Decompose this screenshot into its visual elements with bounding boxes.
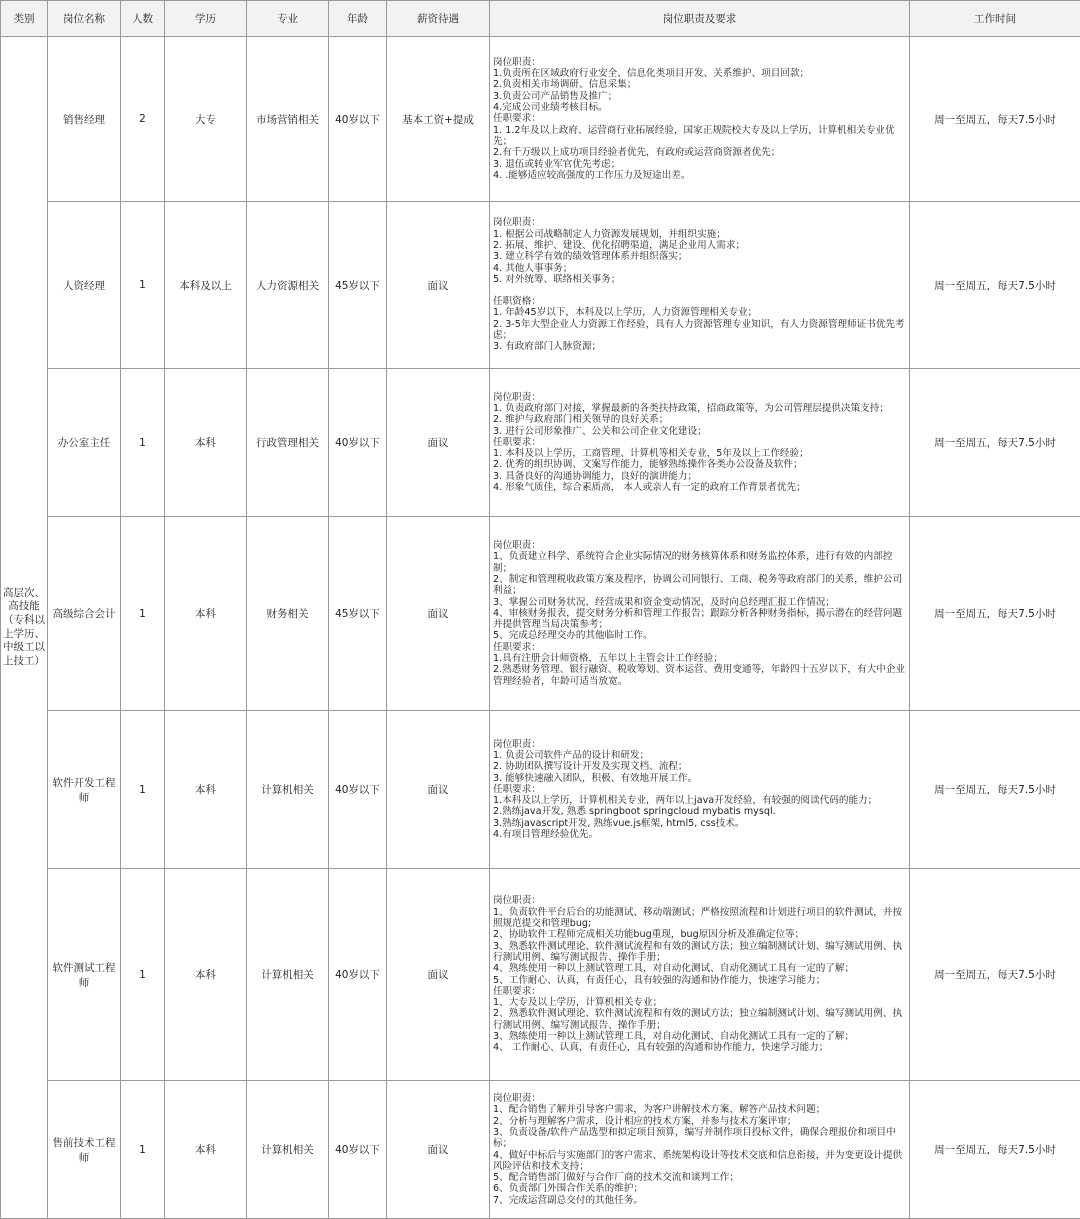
age: 45岁以下 [329,517,387,711]
duty-line: 1.本科及以上学历，计算机相关专业，两年以上java开发经验，有较强的阅读代码的能力； [493,795,906,806]
education: 本科 [165,369,247,517]
duty-line: 4. 其他人事事务； [493,263,906,274]
table-row [1,711,1080,869]
table-row [1,1081,1080,1219]
duty-line: 5、配合销售部门做好与合作厂商的技术交流和谈判工作； [493,1172,906,1183]
duty-line: 2.负责相关市场调研、信息采集； [493,79,906,90]
salary: 面议 [387,711,490,869]
education: 本科及以上 [165,202,247,369]
duty-line: 3. 有政府部门人脉资源； [493,341,906,352]
header-education: 学历 [165,1,247,37]
header-category: 类别 [1,1,48,37]
duties-cell [490,369,910,517]
duty-line: 1.负责所在区域政府行业安全、信息化类项目开发、关系维护、项目回款； [493,68,906,79]
duty-line: 2. 维护与政府部门相关领导的良好关系； [493,414,906,425]
duty-line: 岗位职责： [493,57,906,68]
duty-line: 1. 本科及以上学历，工商管理、计算机等相关专业，5年及以上工作经验； [493,448,906,459]
duty-line: 2、协助软件工程师完成相关功能bug重现，bug原因分析及准确定位等； [493,929,906,940]
position-title: 软件开发工程师 [48,711,121,869]
duty-line: 3、熟练使用一种以上测试管理工具，对自动化测试、自动化测试工具有一定的了解； [493,1031,906,1042]
duty-line: 1、负责软件平台后台的功能测试、移动端测试；严格按照流程和计划进行项目的软件测试，并按照规范提交和管理bug; [493,907,906,930]
duty-line: 1、配合销售了解并引导客户需求，为客户讲解技术方案、解答产品技术问题； [493,1104,906,1115]
education: 大专 [165,37,247,202]
header-position: 岗位名称 [48,1,121,37]
table-row [1,517,1080,711]
duty-line: 5、工作耐心、认真，有责任心，具有较强的沟通和协作能力，快速学习能力； [493,975,906,986]
duty-line: 7、完成运营副总交付的其他任务。 [493,1195,906,1206]
education: 本科 [165,711,247,869]
duty-line: 1. 根据公司战略制定人力资源发展规划，并组织实施； [493,229,906,240]
duty-line [493,285,906,296]
salary: 面议 [387,369,490,517]
headcount: 1 [121,369,165,517]
duty-line: 2.有千万级以上成功项目经验者优先，有政府或运营商资源者优先； [493,147,906,158]
headcount: 1 [121,869,165,1081]
duty-line: 6、负责部门外围合作关系的维护； [493,1183,906,1194]
salary: 基本工资+提成 [387,37,490,202]
duties-cell [490,1081,910,1219]
duties-cell [490,37,910,202]
age: 40岁以下 [329,37,387,202]
duty-line: 3. 退伍或转业军官优先考虑； [493,159,906,170]
table-row [1,37,1080,202]
education: 本科 [165,869,247,1081]
table-row [1,202,1080,369]
duty-line: 3. 能够快速融入团队，积极、有效地开展工作。 [493,773,906,784]
duty-line: 任职要求： [493,986,906,997]
duty-line: 3.熟练javascript开发, 熟练vue.js框架, html5, css技术。 [493,818,906,829]
duty-line: 2. 优秀的组织协调、文案写作能力，能够熟练操作各类办公设备及软件； [493,459,906,470]
headcount: 1 [121,202,165,369]
duty-line: 任职要求： [493,113,906,124]
duty-line: 1、负责建立科学、系统符合企业实际情况的财务核算体系和财务监控体系，进行有效的内部控制； [493,551,906,574]
salary: 面议 [387,202,490,369]
major: 行政管理相关 [247,369,329,517]
age: 40岁以下 [329,869,387,1081]
duty-line: 1、大专及以上学历，计算机相关专业； [493,997,906,1008]
table-row [1,869,1080,1081]
duty-line: 岗位职责： [493,1093,906,1104]
age: 40岁以下 [329,711,387,869]
duty-line: 2. 拓展、维护、建设、优化招聘渠道，满足企业用人需求； [493,240,906,251]
work-time: 周一至周五，每天7.5小时 [910,1081,1080,1219]
duty-line: 2. 3-5年大型企业人力资源工作经验，具有人力资源管理专业知识，有人力资源管理师证书优先考虑； [493,319,906,342]
table-row [1,369,1080,517]
duty-line: 4、审核财务报表，提交财务分析和管理工作报告；跟踪分析各种财务指标，揭示潜在的经营问题并提供管理当局决策参考； [493,608,906,631]
salary: 面议 [387,869,490,1081]
duty-line: 4、熟练使用一种以上测试管理工具，对自动化测试、自动化测试工具有一定的了解； [493,963,906,974]
age: 40岁以下 [329,1081,387,1219]
duty-line: 1. 1.2年及以上政府、运营商行业拓展经验，国家正规院校大专及以上学历，计算机相关专业优先； [493,125,906,148]
duty-line: 1. 负责政府部门对接，掌握最新的各类扶持政策，招商政策等，为公司管理层提供决策支持； [493,403,906,414]
duty-line: 5、完成总经理交办的其他临时工作。 [493,630,906,641]
major: 计算机相关 [247,869,329,1081]
header-count: 人数 [121,1,165,37]
duty-line: 2、分析与理解客户需求，设计相应的技术方案，并参与技术方案评审； [493,1116,906,1127]
duty-line: 任职要求： [493,784,906,795]
duties-cell [490,517,910,711]
position-title: 高级综合会计 [48,517,121,711]
duty-line: 2.熟悉财务管理、银行融资、税收筹划、资本运营、费用变通等，年龄四十五岁以下，有大中企业管理经验者，年龄可适当放宽。 [493,664,906,687]
duty-line: 岗位职责： [493,392,906,403]
age: 45岁以下 [329,202,387,369]
major: 计算机相关 [247,711,329,869]
table-header-row [1,1,1080,37]
duty-line: 3、负责设备/软件产品选型和拟定项目预算，编写并制作项目投标文件，确保合理报价和项目中标； [493,1127,906,1150]
duty-line: 4.有项目管理经验优先。 [493,829,906,840]
position-title: 办公室主任 [48,369,121,517]
duty-line: 4. 形象气质佳，综合素质高， 本人或亲人有一定的政府工作背景者优先； [493,482,906,493]
duty-line: 岗位职责： [493,739,906,750]
header-duties: 岗位职责及要求 [490,1,910,37]
major: 财务相关 [247,517,329,711]
duty-line: 4.完成公司业绩考核目标。 [493,102,906,113]
header-salary: 薪资待遇 [387,1,490,37]
headcount: 1 [121,517,165,711]
duty-line: 岗位职责： [493,540,906,551]
header-age: 年龄 [329,1,387,37]
education: 本科 [165,517,247,711]
duties-cell [490,711,910,869]
duty-line: 3. 进行公司形象推广、公关和公司企业文化建设； [493,426,906,437]
work-time: 周一至周五，每天7.5小时 [910,869,1080,1081]
duty-line: 2.熟练java开发, 熟悉 springboot springcloud mybatis mysql. [493,806,906,817]
duty-line: 岗位职责： [493,217,906,228]
salary: 面议 [387,1081,490,1219]
work-time: 周一至周五，每天7.5小时 [910,37,1080,202]
duty-line: 3、掌握公司财务状况、经营成果和资金变动情况，及时向总经理汇报工作情况； [493,597,906,608]
duty-line: 3. 具备良好的沟通协调能力，良好的演讲能力； [493,471,906,482]
duty-line: 5. 对外统筹、联络相关事务； [493,274,906,285]
duty-line: 1. 年龄45岁以下，本科及以上学历，人力资源管理相关专业； [493,307,906,318]
headcount: 1 [121,711,165,869]
position-title: 人资经理 [48,202,121,369]
position-title: 软件测试工程师 [48,869,121,1081]
headcount: 2 [121,37,165,202]
duty-line: 任职资格： [493,296,906,307]
work-time: 周一至周五，每天7.5小时 [910,517,1080,711]
duty-line: 3.负责公司产品销售及推广； [493,91,906,102]
duty-line: 2、熟悉软件测试理论、软件测试流程和有效的测试方法；独立编制测试计划、编写测试用例、执行测试用例、编写测试报告、操作手册； [493,1008,906,1031]
duty-line: 1.具有注册会计师资格，五年以上主管会计工作经验； [493,653,906,664]
work-time: 周一至周五，每天7.5小时 [910,369,1080,517]
header-work-time: 工作时间 [910,1,1080,37]
duty-line: 4、 工作耐心、认真，有责任心，具有较强的沟通和协作能力，快速学习能力； [493,1042,906,1053]
duty-line: 任职要求： [493,642,906,653]
position-title: 售前技术工程师 [48,1081,121,1219]
duty-line: 4. .能够适应较高强度的工作压力及短途出差。 [493,170,906,181]
duty-line: 2、制定和管理税收政策方案及程序，协调公司同银行、工商、税务等政府部门的关系，维护公司利益； [493,574,906,597]
duties-cell [490,869,910,1081]
duty-line: 3. 建立科学有效的绩效管理体系并组织落实； [493,251,906,262]
duties-cell [490,202,910,369]
age: 40岁以下 [329,369,387,517]
work-time: 周一至周五，每天7.5小时 [910,711,1080,869]
major: 人力资源相关 [247,202,329,369]
duty-line: 3、熟悉软件测试理论、软件测试流程和有效的测试方法；独立编制测试计划、编写测试用例、执行测试用例、编写测试报告、操作手册； [493,941,906,964]
duty-line: 岗位职责： [493,895,906,906]
duty-line: 2. 协助团队撰写设计开发及实现文档、流程； [493,761,906,772]
duty-line: 4、做好中标后与实施部门的客户需求、系统架构设计等技术交底和信息衔接，并为变更设计提供风险评估和技术支持； [493,1150,906,1173]
header-major: 专业 [247,1,329,37]
position-title: 销售经理 [48,37,121,202]
category-cell: 高层次、高技能（专科以上学历、中级工以上技工） [1,37,48,1219]
education: 本科 [165,1081,247,1219]
work-time: 周一至周五，每天7.5小时 [910,202,1080,369]
headcount: 1 [121,1081,165,1219]
major: 市场营销相关 [247,37,329,202]
salary: 面议 [387,517,490,711]
major: 计算机相关 [247,1081,329,1219]
duty-line: 任职要求： [493,437,906,448]
duty-line: 1. 负责公司软件产品的设计和研发； [493,750,906,761]
